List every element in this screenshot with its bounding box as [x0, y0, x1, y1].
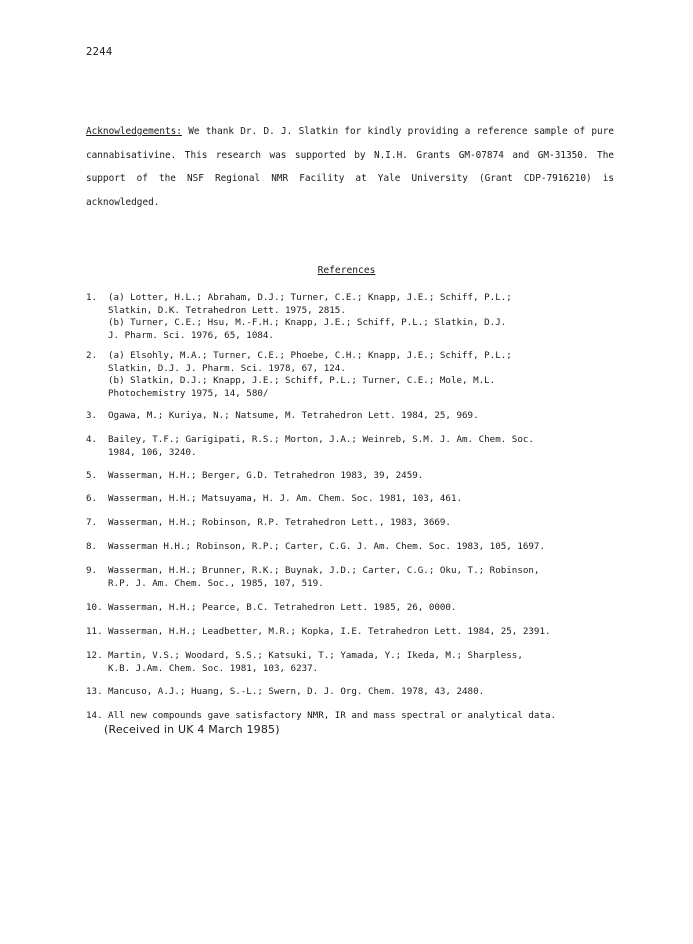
- reference-text: [108, 710, 614, 723]
- reference-line: Wasserman, H.H.; Matsuyama, H. J. Am. Chem. Soc. 1981, 103, 461.: [108, 493, 463, 504]
- reference-text: [108, 650, 614, 675]
- reference-line: Wasserman, H.H.; Robinson, R.P. Tetrahedron Lett., 1983, 3669.: [108, 517, 451, 528]
- reference-number: 13.: [86, 686, 103, 697]
- reference-line: (b) Slatkin, D.J.; Knapp, J.E.; Schiff, P.L.; Turner, C.E.; Mole, M.L.: [108, 375, 496, 386]
- references-heading: References: [317, 265, 376, 276]
- reference-line: Martin, V.S.; Woodard, S.S.; Katsuki, T.; Yamada, Y.; Ikeda, M.; Sharpless,: [108, 650, 523, 661]
- reference-line: Bailey, T.F.; Garigipati, R.S.; Morton, J.A.; Weinreb, S.M. J. Am. Chem. Soc.: [108, 434, 534, 445]
- reference-text: [108, 565, 614, 590]
- reference-number: 3.: [86, 410, 98, 421]
- acknowledgements-paragraph: [86, 120, 614, 214]
- acknowledgements-heading: Acknowledgements:: [86, 126, 182, 137]
- reference-line: All new compounds gave satisfactory NMR, IR and mass spectral or analytical data.: [108, 710, 557, 721]
- reference-line: J. Pharm. Sci. 1976, 65, 1084.: [108, 329, 274, 341]
- reference-line: Slatkin, D.J. J. Pharm. Sci. 1978, 67, 124.: [108, 362, 346, 374]
- reference-line: (b) Turner, C.E.; Hsu, M.-F.H.; Knapp, J.E.; Schiff, P.L.; Slatkin, D.J.: [108, 317, 507, 328]
- reference-text: [108, 686, 614, 699]
- reference-line: K.B. J.Am. Chem. Soc. 1981, 103, 6237.: [108, 662, 319, 674]
- reference-line: Wasserman, H.H.; Pearce, B.C. Tetrahedron Lett. 1985, 26, 0000.: [108, 602, 457, 613]
- reference-number: 14.: [86, 710, 103, 721]
- reference-number: 11.: [86, 626, 103, 637]
- reference-line: Ogawa, M.; Kuriya, N.; Natsume, M. Tetrahedron Lett. 1984, 25, 969.: [108, 410, 479, 421]
- reference-number: 4.: [86, 434, 98, 445]
- reference-text: [108, 434, 614, 459]
- reference-line: Mancuso, A.J.; Huang, S.-L.; Swern, D. J. Org. Chem. 1978, 43, 2480.: [108, 686, 485, 697]
- reference-line: (a) Lotter, H.L.; Abraham, D.J.; Turner, C.E.; Knapp, J.E.; Schiff, P.L.;: [108, 292, 512, 303]
- reference-text: [108, 602, 614, 615]
- reference-line: (a) Elsohly, M.A.; Turner, C.E.; Phoebe, C.H.; Knapp, J.E.; Schiff, P.L.;: [108, 350, 512, 361]
- page-number: 2244: [86, 46, 113, 58]
- reference-number: 6.: [86, 493, 98, 504]
- acknowledgements-text: We thank Dr. D. J. Slatkin for kindly providing a reference sample of pure cannabisativine. This research was supported by N.I.H. Grants GM-07874 and GM-31350. The support of the NSF Regional NMR Facility at Yale University (Grant CDP-7916210) is acknowledged.: [86, 126, 614, 208]
- reference-line: Wasserman, H.H.; Berger, G.D. Tetrahedron 1983, 39, 2459.: [108, 470, 424, 481]
- reference-line: Photochemistry 1975, 14, 580/: [108, 387, 269, 399]
- reference-number: 2.: [86, 350, 98, 361]
- reference-number: 10.: [86, 602, 103, 613]
- reference-text: [108, 517, 614, 530]
- reference-line: R.P. J. Am. Chem. Soc., 1985, 107, 519.: [108, 577, 324, 589]
- reference-text: [108, 493, 614, 506]
- reference-text: [108, 541, 614, 554]
- reference-number: 8.: [86, 541, 98, 552]
- reference-number: 5.: [86, 470, 98, 481]
- reference-number: 9.: [86, 565, 98, 576]
- reference-line: Slatkin, D.K. Tetrahedron Lett. 1975, 2815.: [108, 304, 346, 316]
- reference-text: [108, 470, 614, 483]
- reference-text: [108, 350, 614, 400]
- received-date: (Received in UK 4 March 1985): [104, 723, 280, 736]
- reference-line: Wasserman H.H.; Robinson, R.P.; Carter, C.G. J. Am. Chem. Soc. 1983, 105, 1697.: [108, 541, 545, 552]
- reference-line: Wasserman, H.H.; Leadbetter, M.R.; Kopka, I.E. Tetrahedron Lett. 1984, 25, 2391.: [108, 626, 551, 637]
- reference-text: [108, 626, 614, 639]
- reference-number: 12.: [86, 650, 103, 661]
- reference-line: Wasserman, H.H.; Brunner, R.K.; Buynak, J.D.; Carter, C.G.; Oku, T.; Robinson,: [108, 565, 540, 576]
- reference-text: [108, 410, 614, 423]
- reference-line: 1984, 106, 3240.: [108, 446, 197, 458]
- reference-number: 7.: [86, 517, 98, 528]
- reference-text: [108, 292, 614, 342]
- reference-number: 1.: [86, 292, 98, 303]
